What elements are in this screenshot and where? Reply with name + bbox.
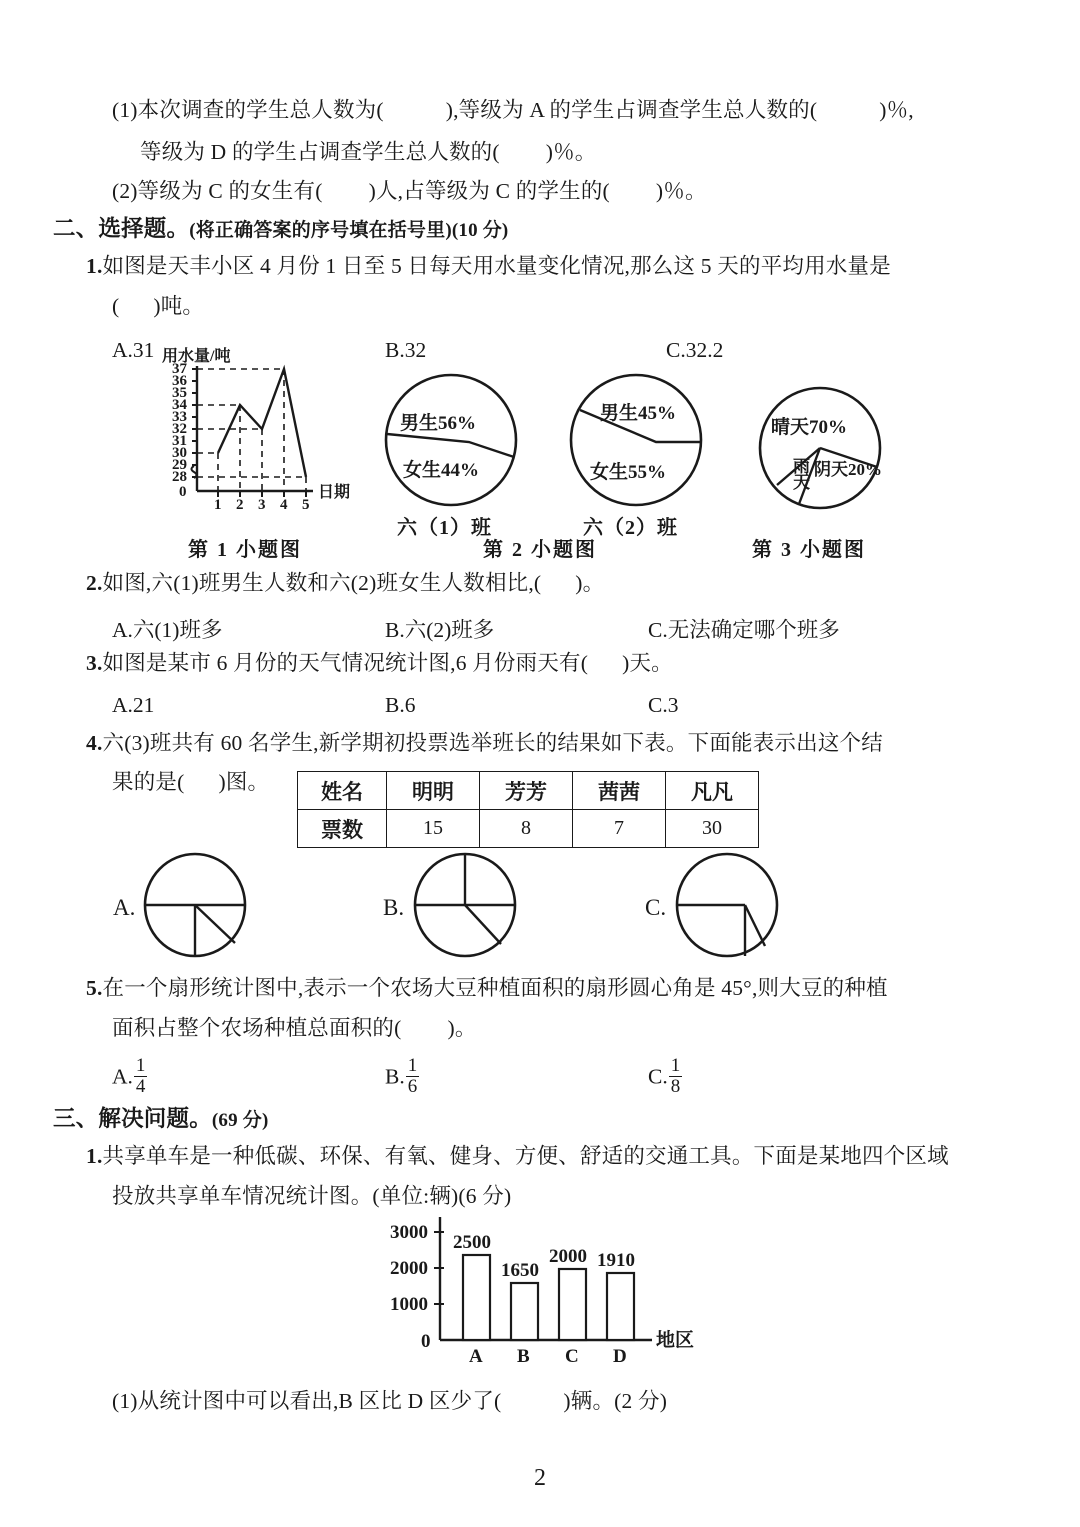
section3-heading-label: 三、解决问题。 — [53, 1106, 212, 1131]
fillin-q2-text-a: (2)等级为 C 的女生有( — [112, 179, 323, 203]
s2-q3-option-a[interactable]: A.21 — [112, 693, 155, 717]
section2-heading — [53, 218, 508, 241]
pie-weather-sunny-label: 晴天70% — [771, 417, 848, 438]
s2-q3-text-b: )天。 — [622, 651, 673, 675]
fillin-q1-text-b: ),等级为 A 的学生占调查学生总人数的( — [445, 98, 818, 122]
pie1-male-label: 男生56% — [400, 413, 477, 434]
pie-weather-cloudy-label: 阴天20% — [814, 460, 882, 479]
s2-q2-text-b: )。 — [575, 571, 605, 595]
pie1-class-caption: 六（1）班 — [397, 517, 492, 539]
fillin-q1-line2 — [140, 142, 597, 164]
svg-text:5: 5 — [302, 497, 310, 513]
table-cell-votes-2: 7 — [573, 810, 666, 848]
s2-q1-line1 — [86, 256, 891, 278]
svg-text:1000: 1000 — [390, 1294, 428, 1315]
svg-text:33: 33 — [172, 409, 187, 425]
fillin-q2-text-b: )人,占等级为 C 的学生的( — [368, 179, 610, 203]
s3-q1-line2: 投放共享单车情况统计图。(单位:辆)(6 分) — [112, 1184, 512, 1208]
pie2-class-caption: 六（2）班 — [583, 517, 678, 539]
line-chart-xlabel: 日期 — [318, 484, 351, 501]
table-cell-name-1: 芳芳 — [480, 772, 573, 810]
figure-1-caption: 第 1 小题图 — [188, 539, 302, 561]
s3-q1-text-a: 共享单车是一种低碳、环保、有氧、健身、方便、舒适的交通工具。下面是某地四个区域 — [102, 1144, 949, 1168]
fillin-q2-text-c: )％。 — [655, 179, 707, 203]
bar-c — [559, 1269, 586, 1340]
table-header-name: 姓名 — [298, 772, 387, 810]
fillin-q1-text-c: )％, — [879, 98, 914, 122]
fillin-q1-text-e: )％。 — [545, 140, 597, 164]
line-chart-water-usage — [150, 348, 360, 513]
fillin-q1-text-d: 等级为 D 的学生占调查学生总人数的( — [140, 140, 500, 164]
svg-text:0: 0 — [179, 484, 187, 500]
table-cell-name-0: 明明 — [387, 772, 480, 810]
line-chart-ylabel: 用水量/吨 — [162, 348, 231, 365]
s2-q5-bracket-close: )。 — [447, 1016, 477, 1040]
s2-q4-option-c-label[interactable]: C. — [645, 895, 667, 920]
pie-chart-weather — [757, 385, 883, 511]
figure-3-caption: 第 3 小题图 — [752, 539, 866, 561]
svg-text:35: 35 — [172, 385, 187, 401]
svg-text:0: 0 — [421, 1331, 431, 1352]
pie1-female-label: 女生44% — [403, 460, 480, 481]
s2-q4-option-b-diagram[interactable] — [413, 852, 517, 958]
s2-q4-text: 六(3)班共有 60 名学生,新学期初投票选举班长的结果如下表。下面能表示出这个结 — [102, 731, 883, 755]
fillin-q1-line1 — [112, 100, 914, 122]
bar-d — [607, 1273, 634, 1340]
s2-q5-option-c-fraction: $\frac{1}{8}$ — [670, 1055, 681, 1097]
s2-q5-option-b[interactable] — [385, 1056, 419, 1097]
s2-q1-bracket-open: ( — [112, 294, 120, 318]
table-row — [298, 810, 759, 848]
pie2-female-label: 女生55% — [590, 462, 667, 483]
s2-q5-line2 — [112, 1018, 477, 1040]
svg-text:29: 29 — [172, 457, 187, 473]
s2-q5-option-c[interactable] — [648, 1056, 682, 1097]
bar-c-value: 2000 — [549, 1246, 587, 1267]
figure-2-caption: 第 2 小题图 — [483, 539, 597, 561]
s2-q1-number: 1. — [86, 254, 103, 278]
svg-text:31: 31 — [172, 433, 187, 449]
s2-q5-text: 在一个扇形统计图中,表示一个农场大豆种植面积的扇形圆心角是 45°,则大豆的种植 — [102, 976, 888, 1000]
s2-q2-option-a[interactable]: A.六(1)班多 — [112, 618, 223, 642]
s2-q4-line2 — [112, 772, 269, 794]
bar-b-value: 1650 — [501, 1260, 539, 1281]
s2-q2-option-c[interactable]: C.无法确定哪个班多 — [648, 618, 840, 642]
s2-q1-option-c[interactable]: C.32.2 — [666, 338, 724, 362]
svg-text:37: 37 — [172, 361, 187, 377]
s2-q4-option-a-diagram[interactable] — [143, 852, 247, 958]
table-cell-votes-0: 15 — [387, 810, 480, 848]
s2-q1-option-b[interactable]: B.32 — [385, 338, 427, 362]
table-cell-votes-1: 8 — [480, 810, 573, 848]
section2-heading-label: 二、选择题。 — [53, 216, 190, 241]
s2-q2-number: 2. — [86, 571, 103, 595]
line-chart-series — [218, 369, 306, 477]
s3-q1-sub1 — [112, 1391, 667, 1413]
bar-chart-xlabel: 地区 — [656, 1330, 695, 1351]
s2-q5-option-a-fraction: $\frac{1}{4}$ — [135, 1055, 146, 1097]
pie-chart-class-six-one — [383, 372, 519, 508]
svg-text:1: 1 — [214, 497, 222, 513]
page-number: 2 — [534, 1465, 546, 1491]
s2-q4-option-a-label[interactable]: A. — [113, 895, 136, 920]
section3-heading-note: (69 分) — [211, 1110, 269, 1131]
svg-text:30: 30 — [172, 445, 187, 461]
s3-q1-sub1-text-a: (1)从统计图中可以看出,B 区比 D 区少了( — [112, 1389, 502, 1413]
table-row — [298, 772, 759, 810]
s3-q1-line1 — [86, 1146, 949, 1168]
svg-text:3: 3 — [258, 497, 266, 513]
s2-q4-option-b-label[interactable]: B. — [383, 895, 405, 920]
fillin-q1-text-a: (1)本次调查的学生总人数为( — [112, 98, 384, 122]
s3-q1-number: 1. — [86, 1144, 103, 1168]
bar-a-value: 2500 — [453, 1232, 491, 1253]
pie-weather-rain-label: 雨天 — [790, 457, 809, 489]
s2-q4-bracket-open: 果的是( — [112, 770, 185, 794]
s2-q1-text: 如图是天丰小区 4 月份 1 日至 5 日每天用水量变化情况,那么这 5 天的平均用水量是 — [102, 254, 891, 278]
pie-chart-class-six-two — [568, 372, 704, 508]
s2-q4-line1 — [86, 733, 883, 755]
section2-heading-note: (将正确答案的序号填在括号里)(10 分) — [189, 220, 509, 241]
s2-q5-line1 — [86, 978, 888, 1000]
s2-q3-option-b[interactable]: B.6 — [385, 693, 416, 717]
bar-b — [511, 1283, 538, 1340]
s2-q2-option-b[interactable]: B.六(2)班多 — [385, 618, 495, 642]
svg-text:D: D — [613, 1346, 627, 1367]
table-cell-name-2: 茜茜 — [573, 772, 666, 810]
s2-q2-text-a: 如图,六(1)班男生人数和六(2)班女生人数相比,( — [102, 571, 542, 595]
s2-q2-line1 — [86, 573, 604, 595]
s3-q1-sub1-text-b: )辆。(2 分) — [563, 1389, 668, 1413]
svg-text:28: 28 — [172, 469, 187, 485]
s2-q4-number: 4. — [86, 731, 103, 755]
svg-text:A: A — [469, 1346, 483, 1367]
s2-q3-line1 — [86, 653, 673, 675]
svg-text:2: 2 — [236, 497, 244, 513]
svg-text:C: C — [565, 1346, 579, 1367]
s2-q1-line2 — [112, 296, 204, 318]
s2-q3-option-c[interactable]: C.3 — [648, 693, 679, 717]
bar-d-value: 1910 — [597, 1250, 635, 1271]
table-cell-votes-3: 30 — [666, 810, 759, 848]
s2-q4-option-c-diagram[interactable] — [675, 852, 779, 958]
vote-results-table — [297, 771, 759, 848]
s2-q5-option-a-label: A. — [112, 1064, 133, 1089]
s2-q5-option-b-label: B. — [385, 1064, 405, 1089]
svg-text:34: 34 — [172, 397, 187, 413]
fillin-q2-line1 — [112, 181, 707, 203]
s2-q4-bracket-close: )图。 — [218, 770, 270, 794]
svg-text:B: B — [517, 1346, 530, 1367]
pie2-male-label: 男生45% — [600, 403, 677, 424]
svg-text:2000: 2000 — [390, 1258, 428, 1279]
s2-q5-number: 5. — [86, 976, 103, 1000]
s2-q3-number: 3. — [86, 651, 103, 675]
s2-q5-option-b-fraction: $\frac{1}{6}$ — [407, 1055, 418, 1097]
table-header-votes: 票数 — [298, 810, 387, 848]
table-cell-name-3: 凡凡 — [666, 772, 759, 810]
s2-q5-option-a[interactable] — [112, 1056, 147, 1097]
s2-q1-bracket-close: )吨。 — [153, 294, 205, 318]
svg-text:4: 4 — [280, 497, 288, 513]
svg-text:3000: 3000 — [390, 1222, 428, 1243]
s2-q3-text-a: 如图是某市 6 月份的天气情况统计图,6 月份雨天有( — [102, 651, 589, 675]
s2-q5-option-c-label: C. — [648, 1064, 668, 1089]
bar-chart-shared-bikes — [352, 1212, 712, 1372]
svg-text:32: 32 — [172, 421, 187, 437]
bar-a — [463, 1255, 490, 1340]
s2-q5-bracket-open: 面积占整个农场种植总面积的( — [112, 1016, 402, 1040]
svg-text:36: 36 — [172, 373, 187, 389]
s2-q1-option-a[interactable]: A.31 — [112, 338, 155, 362]
section3-heading — [53, 1108, 269, 1131]
